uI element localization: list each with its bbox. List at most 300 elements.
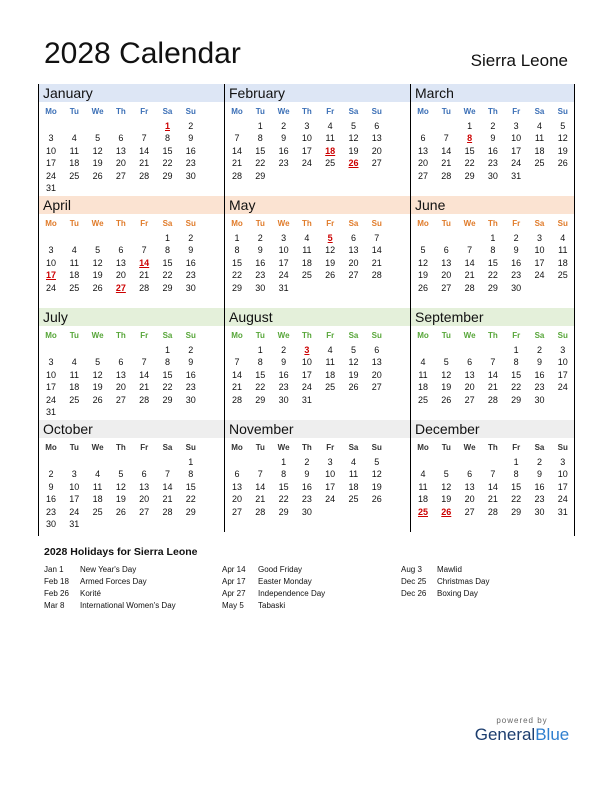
holiday-name: Tabaski: [258, 601, 286, 610]
holiday-row: [44, 576, 214, 588]
weekday-header: Su: [185, 107, 196, 116]
day-cell: 25: [417, 394, 428, 405]
day-cell: 21: [231, 382, 242, 393]
day-cell: 11: [418, 369, 428, 380]
day-cell: 20: [115, 270, 126, 281]
brand-general: General: [474, 725, 536, 744]
day-cell: 25: [348, 494, 359, 505]
weekday-header: We: [277, 443, 290, 452]
day-cell: 18: [325, 369, 336, 380]
page-title: 2028 Calendar: [44, 37, 241, 70]
quarter-1: [38, 84, 575, 196]
grid-divider: [38, 84, 39, 536]
day-cell: 4: [71, 245, 77, 256]
day-cell: 15: [162, 145, 173, 156]
day-cell: 23: [534, 494, 545, 505]
day-cell: 18: [301, 257, 312, 268]
day-cell: 14: [139, 369, 150, 380]
weekday-header: Mo: [417, 219, 429, 228]
day-cell: 12: [348, 357, 359, 368]
weekday-header: We: [463, 443, 476, 452]
day-cell: 10: [45, 257, 56, 268]
day-cell: 27: [139, 506, 150, 517]
day-cell: 12: [441, 369, 452, 380]
day-cell: 18: [534, 145, 545, 156]
day-cell: 15: [255, 369, 266, 380]
day-cell: 14: [487, 481, 498, 492]
day-cell: 8: [513, 357, 519, 368]
day-cell: 8: [164, 357, 170, 368]
day-cell: 27: [231, 506, 242, 517]
day-cell: 10: [278, 245, 289, 256]
day-cell: 29: [162, 170, 173, 181]
day-cell: 8: [257, 357, 263, 368]
day-cell: 2: [490, 121, 496, 131]
day-cell: 29: [278, 506, 289, 517]
day-cell: 13: [115, 257, 126, 268]
weekday-header: Sa: [348, 219, 359, 228]
weekday-header: Sa: [162, 219, 173, 228]
day-cell: 29: [255, 170, 266, 181]
weekday-header: Th: [302, 443, 312, 452]
weekday-header: Mo: [417, 331, 429, 340]
weekday-header: Tu: [69, 331, 79, 340]
day-cell: 23: [301, 494, 312, 505]
weekday-header: Sa: [348, 331, 359, 340]
weekday-header: Tu: [255, 443, 265, 452]
day-cell: 19: [348, 145, 359, 156]
day-cell: 29: [255, 394, 266, 405]
day-cell: 3: [281, 233, 287, 243]
day-cell: 20: [231, 494, 242, 505]
month-name: January: [43, 85, 93, 101]
day-cell: 8: [257, 133, 263, 144]
weekday-header: Su: [557, 443, 568, 452]
month-february: [224, 84, 410, 196]
day-cell: 9: [281, 357, 287, 368]
day-cell: 6: [467, 357, 473, 368]
day-cell: 12: [441, 481, 452, 492]
day-cell: 12: [92, 145, 103, 156]
day-cell: 21: [162, 494, 173, 505]
day-cell: 22: [255, 158, 266, 169]
day-cell: 21: [487, 382, 498, 393]
day-cell: 11: [69, 145, 79, 156]
day-cell: 31: [301, 394, 312, 405]
day-cell: 1: [513, 457, 519, 467]
weekday-header: Mo: [417, 443, 429, 452]
holiday-date: Feb 26: [44, 589, 69, 598]
day-cell: 4: [420, 357, 426, 368]
day-cell: 2: [536, 457, 542, 467]
weekday-header: We: [277, 219, 290, 228]
day-cell: 7: [141, 245, 147, 256]
day-cell: 11: [348, 469, 359, 480]
weekday-header: Sa: [348, 107, 359, 116]
day-cell: 27: [464, 394, 475, 405]
weekday-header: Su: [371, 107, 382, 116]
day-cell: 13: [441, 257, 452, 268]
day-cell: 21: [487, 494, 498, 505]
holiday-date: Mar 8: [44, 601, 65, 610]
holiday-row: [44, 588, 214, 600]
day-cell: 25: [534, 158, 545, 169]
day-cell: 22: [185, 494, 196, 505]
day-cell: 15: [162, 257, 173, 268]
month-name: June: [415, 197, 446, 213]
day-cell: 11: [69, 369, 79, 380]
day-cell: 18: [69, 158, 80, 169]
day-cell: 9: [536, 357, 542, 368]
day-cell: 31: [69, 519, 80, 529]
day-cell: 17: [69, 494, 80, 505]
holiday-date: Dec 26: [401, 589, 427, 598]
day-cell: 5: [95, 133, 101, 144]
day-cell: 26: [92, 170, 103, 181]
day-cell: 15: [511, 481, 522, 492]
day-cell: 4: [350, 457, 356, 467]
day-cell: 7: [374, 233, 380, 243]
day-cell: 15: [511, 369, 522, 380]
day-cell: 24: [301, 158, 312, 169]
day-cell: 9: [188, 245, 194, 256]
holiday-day: 27: [115, 282, 126, 293]
day-cell: 25: [325, 158, 336, 169]
day-cell: 8: [164, 133, 170, 144]
day-cell: 11: [325, 133, 335, 144]
day-cell: 7: [141, 133, 147, 144]
weekday-header: Mo: [417, 107, 429, 116]
day-cell: 23: [487, 158, 498, 169]
holiday-row: [44, 564, 214, 576]
day-cell: 13: [139, 481, 150, 492]
holiday-date: Aug 3: [401, 565, 422, 574]
day-cell: 10: [69, 481, 80, 492]
weekday-header: Tu: [255, 331, 265, 340]
day-cell: 8: [490, 245, 496, 256]
day-cell: 25: [69, 170, 80, 181]
day-cell: 13: [417, 145, 428, 156]
day-cell: 11: [325, 357, 335, 368]
day-cell: 3: [48, 133, 54, 144]
day-cell: 25: [325, 382, 336, 393]
weekday-header: Th: [488, 443, 498, 452]
day-cell: 2: [536, 345, 542, 355]
day-cell: 19: [92, 382, 103, 393]
day-cell: 30: [255, 282, 266, 293]
day-cell: 31: [45, 183, 56, 193]
weekday-header: Fr: [140, 331, 149, 340]
day-cell: 24: [301, 382, 312, 393]
holiday-row: [44, 600, 214, 612]
day-cell: 12: [92, 369, 103, 380]
holiday-name: Boxing Day: [437, 589, 478, 598]
brand-logo: [474, 716, 570, 745]
day-cell: 12: [371, 469, 382, 480]
holiday-name: Armed Forces Day: [80, 577, 147, 586]
day-cell: 17: [325, 481, 336, 492]
day-cell: 24: [534, 270, 545, 281]
grid-divider: [574, 84, 575, 536]
day-cell: 26: [441, 394, 452, 405]
day-cell: 7: [234, 357, 240, 368]
day-cell: 17: [557, 481, 568, 492]
day-cell: 16: [487, 145, 498, 156]
day-cell: 18: [92, 494, 103, 505]
day-cell: 8: [281, 469, 287, 480]
day-cell: 5: [118, 469, 124, 480]
day-cell: 28: [231, 170, 242, 181]
day-cell: 27: [371, 158, 382, 169]
month-december: [410, 420, 596, 532]
holiday-row: [401, 576, 571, 588]
day-cell: 27: [348, 270, 359, 281]
day-cell: 14: [464, 257, 475, 268]
weekday-header: Th: [116, 107, 126, 116]
day-cell: 30: [534, 394, 545, 405]
day-cell: 21: [231, 158, 242, 169]
day-cell: 10: [325, 469, 336, 480]
weekday-header: Th: [302, 219, 312, 228]
weekday-header: Sa: [534, 443, 545, 452]
day-cell: 19: [441, 382, 452, 393]
weekday-header: We: [277, 331, 290, 340]
day-cell: 1: [234, 233, 240, 243]
holiday-name: Good Friday: [258, 565, 303, 574]
day-cell: 10: [511, 133, 522, 144]
day-cell: 15: [278, 481, 289, 492]
holiday-day: 8: [467, 133, 473, 144]
day-cell: 3: [304, 121, 310, 131]
day-cell: 6: [443, 245, 449, 256]
holiday-row: [222, 564, 392, 576]
weekday-header: Tu: [255, 219, 265, 228]
quarter-2: [38, 196, 575, 308]
weekday-header: Th: [488, 107, 498, 116]
weekday-header: Th: [116, 219, 126, 228]
weekday-header: Th: [488, 331, 498, 340]
holiday-name: Christmas Day: [437, 577, 490, 586]
day-cell: 2: [188, 121, 194, 131]
day-cell: 7: [164, 469, 170, 480]
weekday-header: Tu: [441, 219, 451, 228]
month-name: March: [415, 85, 454, 101]
day-cell: 19: [441, 494, 452, 505]
brand-blue: Blue: [535, 725, 570, 744]
day-cell: 5: [350, 345, 356, 355]
weekday-header: Fr: [326, 219, 335, 228]
day-cell: 30: [45, 519, 56, 529]
day-cell: 1: [281, 457, 287, 467]
day-cell: 20: [139, 494, 150, 505]
month-april: [38, 196, 224, 308]
day-cell: 24: [45, 282, 56, 293]
day-cell: 23: [278, 382, 289, 393]
month-name: September: [415, 309, 484, 325]
weekday-header: Th: [488, 219, 498, 228]
weekday-header: Sa: [162, 331, 173, 340]
day-cell: 17: [534, 257, 545, 268]
day-cell: 15: [487, 257, 498, 268]
weekday-header: Fr: [512, 107, 521, 116]
day-cell: 31: [45, 407, 56, 417]
day-cell: 13: [348, 245, 359, 256]
day-cell: 13: [464, 481, 475, 492]
day-cell: 12: [417, 257, 428, 268]
day-cell: 4: [71, 357, 77, 368]
day-cell: 4: [71, 133, 77, 144]
month-name: November: [229, 421, 294, 437]
day-cell: 14: [139, 145, 150, 156]
calendar-grid: [38, 84, 575, 536]
day-cell: 4: [560, 233, 566, 243]
day-cell: 7: [490, 469, 496, 480]
day-cell: 5: [95, 245, 101, 256]
weekday-header: Su: [185, 219, 196, 228]
day-cell: 27: [371, 382, 382, 393]
day-cell: 20: [371, 369, 382, 380]
day-cell: 28: [487, 394, 498, 405]
day-cell: 17: [511, 145, 522, 156]
day-cell: 7: [490, 357, 496, 368]
day-cell: 11: [69, 257, 79, 268]
month-name: October: [43, 421, 93, 437]
day-cell: 6: [467, 469, 473, 480]
day-cell: 10: [534, 245, 545, 256]
day-cell: 17: [557, 369, 568, 380]
day-cell: 15: [162, 369, 173, 380]
day-cell: 26: [348, 382, 359, 393]
holiday-column: [401, 564, 571, 600]
weekday-header: Mo: [45, 219, 57, 228]
month-july: [38, 308, 224, 420]
weekday-header: Fr: [140, 219, 149, 228]
day-cell: 22: [487, 270, 498, 281]
weekday-header: We: [463, 331, 476, 340]
day-cell: 16: [185, 257, 196, 268]
day-cell: 5: [560, 121, 566, 131]
day-cell: 5: [350, 121, 356, 131]
day-cell: 5: [374, 457, 380, 467]
day-cell: 23: [534, 382, 545, 393]
day-cell: 18: [557, 257, 568, 268]
day-cell: 3: [71, 469, 77, 480]
month-name: May: [229, 197, 256, 213]
day-cell: 12: [92, 257, 103, 268]
weekday-header: Mo: [231, 107, 243, 116]
day-cell: 20: [115, 158, 126, 169]
holidays-title: 2028 Holidays for Sierra Leone: [44, 546, 198, 558]
day-cell: 28: [255, 506, 266, 517]
day-cell: 23: [511, 270, 522, 281]
day-cell: 9: [536, 469, 542, 480]
holiday-day: 17: [45, 270, 56, 281]
day-cell: 19: [348, 369, 359, 380]
day-cell: 16: [45, 494, 56, 505]
day-cell: 9: [257, 245, 263, 256]
day-cell: 13: [115, 369, 126, 380]
day-cell: 29: [162, 394, 173, 405]
day-cell: 24: [325, 494, 336, 505]
day-cell: 11: [92, 481, 103, 492]
day-cell: 19: [417, 270, 428, 281]
holiday-date: Feb 18: [44, 577, 69, 586]
day-cell: 29: [231, 282, 242, 293]
day-cell: 25: [69, 394, 80, 405]
day-cell: 22: [231, 270, 242, 281]
day-cell: 22: [255, 382, 266, 393]
day-cell: 19: [325, 257, 336, 268]
day-cell: 6: [141, 469, 147, 480]
weekday-header: Fr: [140, 443, 149, 452]
day-cell: 4: [536, 121, 542, 131]
day-cell: 25: [301, 270, 312, 281]
day-cell: 10: [557, 357, 568, 368]
day-cell: 24: [278, 270, 289, 281]
day-cell: 26: [92, 282, 103, 293]
day-cell: 8: [164, 245, 170, 256]
day-cell: 30: [534, 506, 545, 517]
day-cell: 9: [188, 133, 194, 144]
day-cell: 2: [513, 233, 519, 243]
holiday-day: 26: [441, 506, 452, 517]
day-cell: 18: [417, 494, 428, 505]
holiday-row: [222, 576, 392, 588]
day-cell: 4: [95, 469, 101, 480]
holiday-row: [222, 600, 392, 612]
month-november: [224, 420, 410, 532]
day-cell: 2: [281, 345, 287, 355]
month-name: April: [43, 197, 72, 213]
weekday-header: Sa: [534, 219, 545, 228]
day-cell: 24: [69, 506, 80, 517]
day-cell: 19: [92, 158, 103, 169]
weekday-header: Su: [185, 331, 196, 340]
weekday-header: Sa: [348, 443, 359, 452]
holiday-row: [401, 564, 571, 576]
day-cell: 27: [115, 170, 126, 181]
weekday-header: Fr: [512, 219, 521, 228]
day-cell: 30: [185, 282, 196, 293]
day-cell: 20: [441, 270, 452, 281]
day-cell: 26: [371, 494, 382, 505]
day-cell: 9: [188, 357, 194, 368]
day-cell: 21: [139, 158, 150, 169]
day-cell: 4: [327, 121, 333, 131]
holiday-day: 1: [164, 121, 170, 131]
holiday-row: [222, 588, 392, 600]
quarter-3: [38, 308, 575, 420]
month-name: July: [43, 309, 68, 325]
day-cell: 24: [511, 158, 522, 169]
day-cell: 16: [534, 369, 545, 380]
day-cell: 17: [278, 257, 289, 268]
day-cell: 19: [92, 270, 103, 281]
weekday-header: We: [91, 219, 104, 228]
month-name: August: [229, 309, 273, 325]
weekday-header: Fr: [140, 107, 149, 116]
holiday-name: International Women's Day: [80, 601, 176, 610]
day-cell: 2: [188, 345, 194, 355]
day-cell: 6: [374, 345, 380, 355]
weekday-header: Su: [557, 107, 568, 116]
day-cell: 8: [188, 469, 194, 480]
day-cell: 22: [278, 494, 289, 505]
day-cell: 3: [560, 345, 566, 355]
holiday-date: Apr 14: [222, 565, 246, 574]
day-cell: 25: [69, 282, 80, 293]
weekday-header: We: [91, 331, 104, 340]
